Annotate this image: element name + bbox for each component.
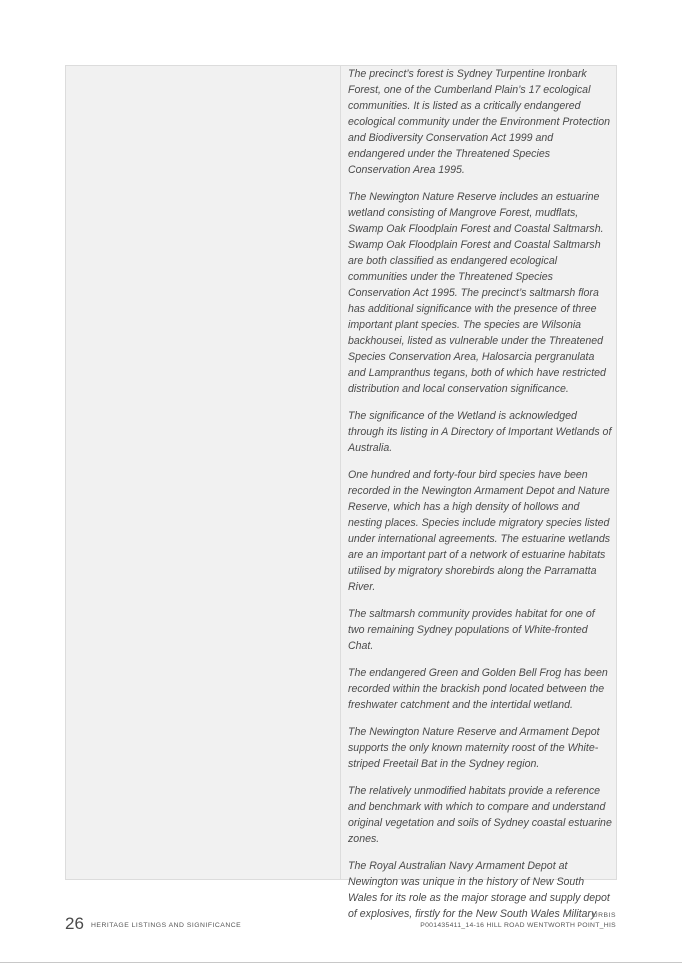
document-reference: P001435411_14-16 HILL ROAD WENTWORTH POINT_HIS	[420, 922, 616, 929]
paragraph-bird-species: One hundred and forty-four bird species have been recorded in the Newington Armament Depot and Nature Reserve, which has a high density of hollows and nesting places. Species include migratory species listed under international agreements. The estuarine wetlands are an important part of a network of estuarine habitats utilised by migratory shorebirds along the Parramatta River.	[348, 469, 611, 593]
section-title: HERITAGE LISTINGS AND SIGNIFICANCE	[91, 922, 242, 929]
page-number: 26	[65, 914, 84, 933]
paragraph-freetail-bat: The Newington Nature Reserve and Armament Depot supports the only known maternity roost of the White-striped Freetail Bat in the Sydney region.	[348, 726, 600, 770]
paragraph-nature-reserve: The Newington Nature Reserve includes an estuarine wetland consisting of Mangrove Forest, mudflats, Swamp Oak Floodplain Forest and Coastal Saltmarsh. Swamp Oak Floodplain Forest and Coastal Saltmarsh are both classified as endangered ecological communities under the Threatened Species Conservation Act 1995. The precinct’s saltmarsh flora has additional significance with the presence of three important plant species. The species are Wilsonia backhousei, listed as vulnerable under the Threatened Species Conservation Area, Halosarcia pergranulata and Lampranthus tegans, both of which have restricted distribution and local conservation significance.	[348, 191, 606, 395]
paragraph-armament-depot: The Royal Australian Navy Armament Depot at Newington was unique in the history of New South Wales for its role as the major storage and supply depot of explosives, firstly for the New South Wales Military	[348, 860, 610, 920]
paragraph-forest: The precinct’s forest is Sydney Turpentine Ironbark Forest, one of the Cumberland Plain’s 17 ecological communities. It is listed as a critically endangered ecological community under the Environment Protection and Biodiversity Conservation Act 1999 and endangered under the Threatened Species Conservation Area 1995.	[348, 68, 611, 176]
paragraph-bell-frog: The endangered Green and Golden Bell Frog has been recorded within the brackish pond located between the freshwater catchment and the intertidal wetland.	[348, 667, 608, 711]
significance-text-column	[348, 66, 612, 933]
bottom-divider	[0, 962, 682, 963]
paragraph-habitats: The relatively unmodified habitats provide a reference and benchmark with which to compare and understand original vegetation and soils of Sydney coastal estuarine zones.	[348, 785, 612, 845]
paragraph-wetland-directory: The significance of the Wetland is acknowledged through its listing in A Directory of Important Wetlands of Australia.	[348, 410, 612, 454]
paragraph-saltmarsh: The saltmarsh community provides habitat for one of two remaining Sydney populations of White-fronted Chat.	[348, 608, 595, 652]
column-divider	[340, 65, 341, 880]
brand-name: URBIS	[592, 912, 616, 919]
